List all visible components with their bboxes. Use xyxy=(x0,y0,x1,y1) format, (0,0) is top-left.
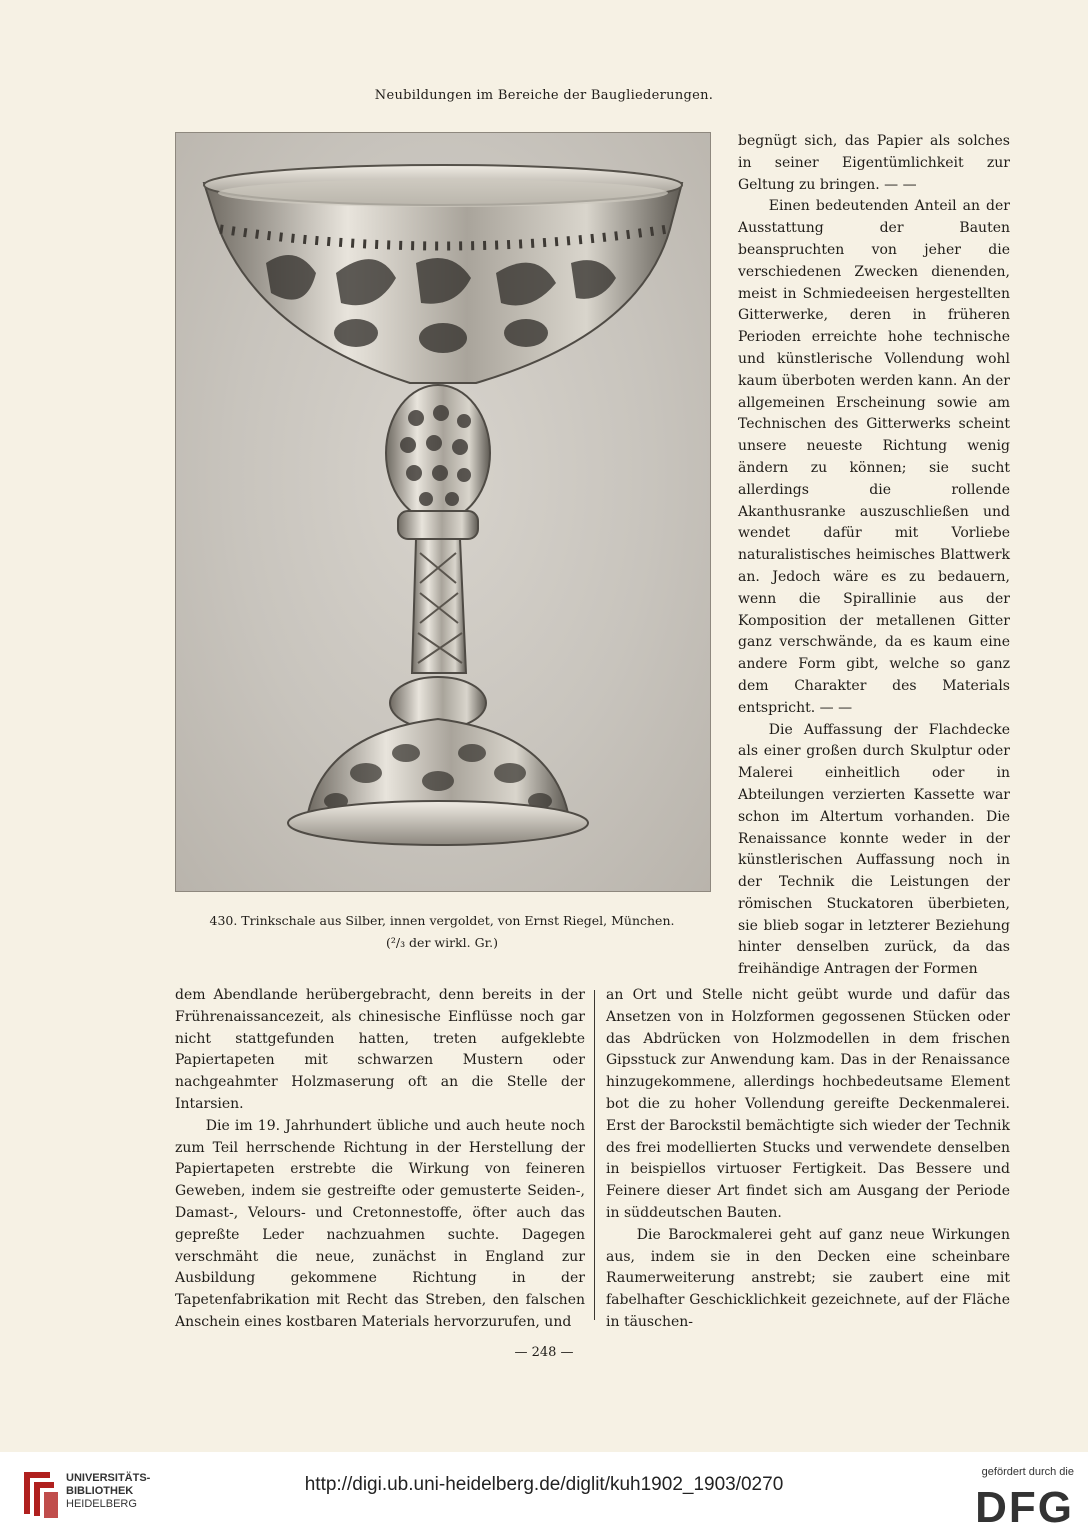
paragraph: Einen bedeutenden Anteil an der Ausstattung der Bauten beanspruchten von jeher die verschiedenen Zwecken dienenden, meist in Schmiedeeisen hergestellten Gitterwerke, deren in früheren Perioden erreichte hohe technische und künstlerische Vollendung wohl kaum überboten werden kann. An der allgemeinen Erscheinung sowie am Technischen des Gitterwerks scheint unsere neueste Richtung wenig ändern zu können; sie sucht allerdings die rollende Akanthusranke auszuschließen und wendet dafür mit Vorliebe naturalistisches heimisches Blattwerk an. Jedoch wäre es zu bedauern, wenn die Spirallinie aus der Komposition der metallenen Gitter ganz verschwände, da es kaum eine andere Form gibt, welche so ganz dem Charakter des Materials entspricht. — — xyxy=(738,198,1010,716)
right-column-top xyxy=(738,131,1010,981)
paragraph: Die im 19. Jahrhundert übliche und auch heute noch zum Teil herrschende Richtung in der Herstellung der Papiertapeten erstrebte die Wirkung von feineren Geweben, indem sie gestreifte oder gemusterte Seiden-, Damast-, Velours- und Cretonnestoffe, öfter auch das gepreßte Leder nachzuahmen suchte. Dagegen verschmäht die neue, zunächst in England zur Ausbildung gekommene Richtung in der Tapetenfabrikation mit Recht das Streben, den falschen Anschein eines kostbaren Materials hervorzurufen, und xyxy=(175,1117,585,1330)
running-head: Neubildungen im Bereiche der Baugliederungen. xyxy=(374,88,714,103)
paragraph: dem Abendlande herübergebracht, denn bereits in der Frührenaissancezeit, als chinesische Einflüsse noch gar nicht stattgefunden hatten, treten aufgeklebte Papiertapeten mit schwarzen Mustern oder nachgeahmter Holzmaserung oft an die Stelle der Intarsien. xyxy=(175,987,585,1112)
caption-scale: (²/₃ der wirkl. Gr.) xyxy=(385,935,499,950)
column-divider xyxy=(594,990,595,1320)
chalice-illustration xyxy=(176,133,710,891)
paragraph: an Ort und Stelle nicht geübt wurde und dafür das Ansetzen von in Holzformen gegossenen Stücken oder das Abdrücken von Holzmodellen in dem frischen Gipsstuck zur Anwendung kam. Das in der Renaissance hinzugekommene, allerdings hochbedeutsame Element bot die zu hoher Vollendung gereifte Deckenmalerei. Erst der Barockstil bemächtigte sich wieder der Technik des frei modellierten Stucks und verwendete denselben in beispiellos virtuoser Fertigkeit. Das Bessere und Feinere dieser Art findet sich am Ausgang der Periode in süddeutschen Bauten. xyxy=(606,987,1010,1221)
paragraph: begnügt sich, das Papier als solches in seiner Eigentümlichkeit zur Geltung zu bringen. — — xyxy=(738,133,1010,193)
digitization-footer xyxy=(0,1452,1088,1536)
left-column-bottom xyxy=(175,985,585,1334)
paragraph: Die Barockmalerei geht auf ganz neue Wirkungen aus, indem sie in den Decken eine scheinbare Raumerweiterung anstrebt; sie zaubert eine mit fabelhafter Geschicklichkeit gezeichnete, auf der Fläche in täuschen- xyxy=(606,1226,1010,1330)
library-name-line: BIBLIOTHEK xyxy=(66,1485,134,1497)
funding-note: gefördert durch die xyxy=(981,1466,1074,1478)
figure-photo-drinking-cup xyxy=(175,132,711,892)
dfg-logo: DFG xyxy=(975,1483,1074,1532)
source-url-link[interactable]: http://digi.ub.uni-heidelberg.de/diglit/kuh1902_1903/0270 xyxy=(304,1474,784,1495)
caption-title: 430. Trinkschale aus Silber, innen vergoldet, von Ernst Riegel, München. xyxy=(209,913,675,928)
figure-caption xyxy=(175,910,709,954)
library-name-line: HEIDELBERG xyxy=(66,1498,137,1510)
library-name-line: UNIVERSITÄTS- xyxy=(66,1472,151,1484)
paragraph: Die Auffassung der Flachdecke als einer großen durch Skulptur oder Malerei einheitlich oder in Abteilungen verzierten Kassette war schon im Altertum vorhanden. Die Renaissance konnte weder in der künstlerischen Auffassung noch in der Technik die Leistungen der römischen Stuckatoren überbieten, sie blieb sogar in letzterer Beziehung hinter denselben zurück, da das freihändige Antragen der Formen xyxy=(738,721,1010,978)
page-number: — 248 — xyxy=(514,1345,574,1360)
right-column-bottom xyxy=(606,985,1010,1334)
